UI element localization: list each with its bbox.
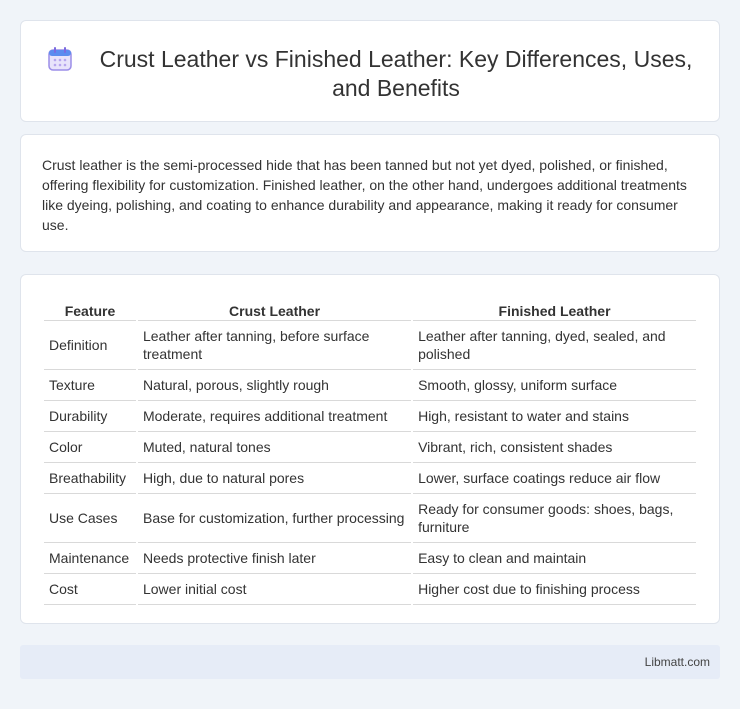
crust-cell: Lower initial cost — [138, 574, 411, 605]
comparison-card — [20, 274, 720, 624]
intro-card — [20, 134, 720, 252]
header-feature: Feature — [44, 295, 136, 321]
finished-cell: Higher cost due to finishing process — [413, 574, 696, 605]
table-row — [44, 370, 696, 401]
footer-brand[interactable]: Libmatt.com — [644, 655, 710, 669]
table-row — [44, 494, 696, 543]
crust-cell: Moderate, requires additional treatment — [138, 401, 411, 432]
feature-cell: Color — [44, 432, 136, 463]
comparison-table — [42, 295, 698, 605]
intro-text: Crust leather is the semi-processed hide that has been tanned but not yet dyed, polished, or finished, offering flexibility for customization. Finished leather, on the other hand, undergoes additional treatments like dyeing, polishing, and coating to enhance durability and appearance, making it ready for consumer use. — [42, 157, 687, 233]
table-row — [44, 321, 696, 370]
feature-cell: Definition — [44, 321, 136, 370]
table-row — [44, 543, 696, 574]
crust-cell: Natural, porous, slightly rough — [138, 370, 411, 401]
finished-cell: High, resistant to water and stains — [413, 401, 696, 432]
crust-cell: Muted, natural tones — [138, 432, 411, 463]
finished-cell: Easy to clean and maintain — [413, 543, 696, 574]
header-crust-leather: Crust Leather — [138, 295, 411, 321]
header-card — [20, 20, 720, 122]
table-row — [44, 574, 696, 605]
feature-cell: Durability — [44, 401, 136, 432]
finished-cell: Lower, surface coatings reduce air flow — [413, 463, 696, 494]
crust-cell: High, due to natural pores — [138, 463, 411, 494]
page-title: Crust Leather vs Finished Leather: Key Differences, Uses, and Benefits — [99, 46, 693, 101]
crust-cell: Leather after tanning, before surface treatment — [138, 321, 411, 370]
table-header-row — [44, 295, 696, 321]
feature-cell: Breathability — [44, 463, 136, 494]
table-row — [44, 432, 696, 463]
table-row — [44, 463, 696, 494]
crust-cell: Needs protective finish later — [138, 543, 411, 574]
feature-cell: Maintenance — [44, 543, 136, 574]
crust-cell: Base for customization, further processing — [138, 494, 411, 543]
feature-cell: Texture — [44, 370, 136, 401]
table-row — [44, 401, 696, 432]
feature-cell: Use Cases — [44, 494, 136, 543]
header-finished-leather: Finished Leather — [413, 295, 696, 321]
finished-cell: Vibrant, rich, consistent shades — [413, 432, 696, 463]
footer-bar — [20, 645, 720, 679]
feature-cell: Cost — [44, 574, 136, 605]
finished-cell: Smooth, glossy, uniform surface — [413, 370, 696, 401]
finished-cell: Ready for consumer goods: shoes, bags, furniture — [413, 494, 696, 543]
calendar-icon — [47, 46, 73, 72]
finished-cell: Leather after tanning, dyed, sealed, and polished — [413, 321, 696, 370]
